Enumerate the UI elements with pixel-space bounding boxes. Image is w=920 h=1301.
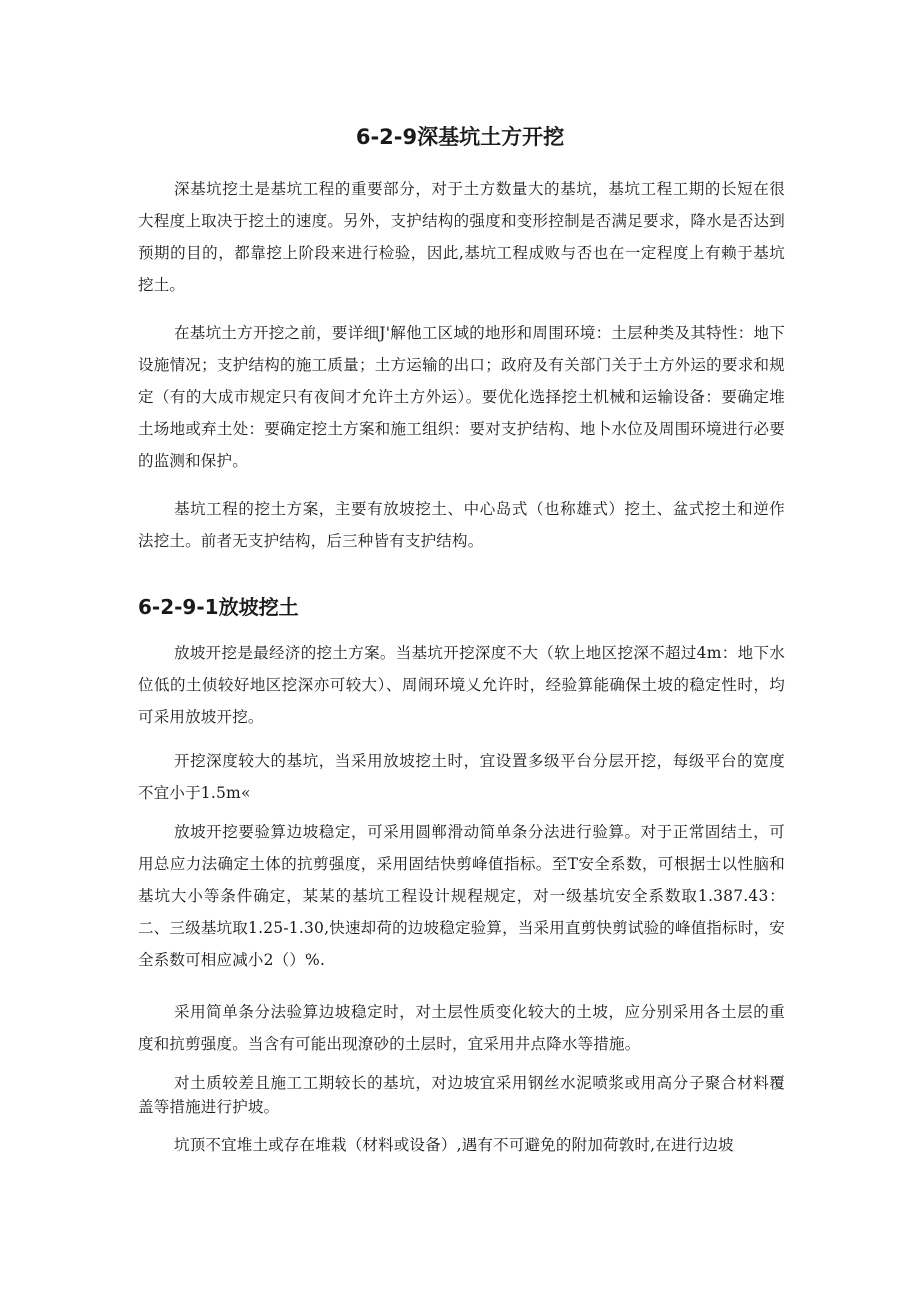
section-paragraph-3: 放坡开挖要验算边坡稳定，可采用圆郸滑动简单条分法进行验算。对于正常固结土，可用总应力法确定土体的抗剪强度，采用固结快剪峰值指标。至T安全系数，可根据士以性脑和基坑大小等条件确定，某某的基坑工程设计规程规定，对一级基坑安全系数取1.387.43：二、三级基坑取1.25-1.30,快速却荷的边坡稳定验算，当采用直剪快剪试验的峰值指标时，安全系数可相应减小2（）%. [138,823,785,969]
page-title: 6-2-9深基坑土方开挖 [355,125,565,149]
intro-paragraph-2: 在基坑土方开挖之前，要详细J'解他工区域的地形和周围环境：土层种类及其特性：地下设施情况；支护结构的施工质量；土方运输的出口；政府及有关部门关于土方外运的要求和规定（有的大成市规定只有夜间才允许土方外运）。要优化选择挖土机械和运输设备：要确定堆土场地或弃土处：要确定挖土方案和施工组织：要对支护结构、地卜水位及周围环境进行必要的监测和保护。 [138,324,785,470]
section-paragraph-1: 放坡开挖是最经济的挖土方案。当基坑开挖深度不大（软上地区挖深不超过4m：地下水位低的土侦较好地区挖深亦可较大）、周闹环境乂允许时，经验算能确保土坡的稳定性时，均可采用放坡开挖。 [138,644,785,726]
intro-paragraph-3: 基坑工程的挖土方案，主要有放坡挖土、中心岛式（也称雄式）挖土、盆式挖土和逆作法挖土。前者无支护结构，后三种皆有支护结构。 [138,500,785,550]
section-paragraph-5: 对土质较差且施工工期较长的基坑，对边坡宜采用钢丝水泥喷浆或用高分子聚合材料覆盖等措施进行护坡。 [138,1074,785,1116]
section-paragraph-2: 开挖深度较大的基坑，当采用放坡挖土时，宜设置多级平台分层开挖，每级平台的宽度不宜小于1.5m« [138,752,785,802]
section-title: 6-2-9-1放坡挖土 [138,595,299,619]
section-paragraph-6: 坑顶不宜堆土或存在堆栽（材料或设备）,遇有不可避免的附加荷敦时,在进行边坡 [174,1136,734,1154]
section-paragraph-4: 采用简单条分法验算边坡稳定时，对土层性质变化较大的土坡，应分别采用各土层的重度和抗剪强度。当含有可能出现潦砂的土层时，宜采用井点降水等措施。 [138,1003,785,1053]
intro-paragraph-1: 深基坑挖土是基坑工程的重要部分，对于土方数量大的基坑，基坑工程工期的长短在很大程度上取决于挖土的速度。另外，支护结构的强度和变形控制是否满足要求，降水是否达到预期的目的，都靠挖上阶段来进行检验，因此,基坑工程成败与否也在一定程度上有赖于基坑挖土。 [138,180,785,294]
